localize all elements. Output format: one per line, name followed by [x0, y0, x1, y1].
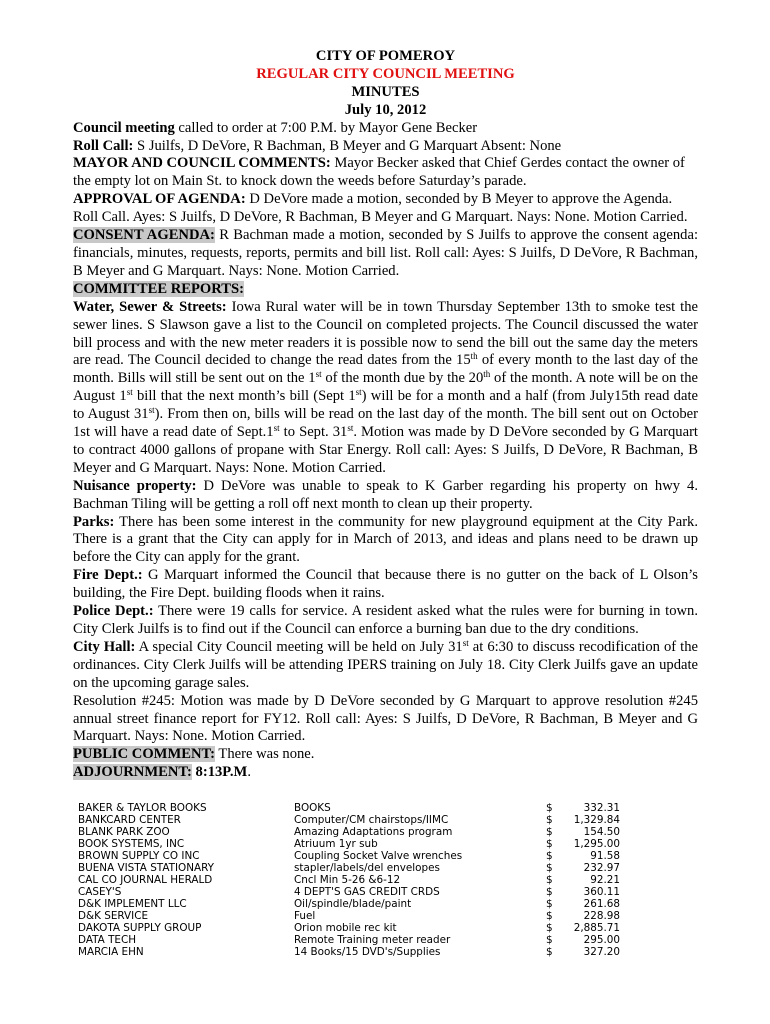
bill-description: Fuel	[294, 910, 316, 922]
adjourn-dot: .	[247, 764, 251, 781]
superscript: th	[483, 369, 491, 380]
bill-vendor: MARCIA EHN	[78, 946, 144, 958]
bill-amount: 92.21	[590, 874, 620, 886]
bill-description: BOOKS	[294, 802, 331, 814]
superscript: st	[355, 387, 362, 398]
bill-vendor: BOOK SYSTEMS, INC	[78, 838, 185, 850]
public-label: PUBLIC COMMENT:	[73, 746, 216, 763]
bill-currency: $	[546, 922, 553, 934]
water-text: of the month due by the 20	[321, 370, 484, 387]
fire-dept	[73, 567, 698, 603]
fire-text: G Marquart informed the Council that because there is no gutter on the back of L Olson’s building, the Fire Dept. building floods when it rains.	[73, 567, 698, 602]
bill-description: stapler/labels/del envelopes	[294, 862, 440, 874]
cityhall-text: A special City Council meeting will be held on July 31	[135, 638, 463, 655]
bill-description: 4 DEPT'S GAS CREDIT CRDS	[294, 886, 440, 898]
bill-vendor: CASEY'S	[78, 886, 122, 898]
bill-row	[78, 862, 638, 874]
water-text: . Motion was made by D DeVore seconded by G Marquart to contract 4000 gallons of propane with Star Energy. Roll call: Ayes: S Juilfs, D DeVore, R Bachman, B Meyer and G Marquart. Nays: None. Motion Carried.	[73, 424, 698, 476]
bill-vendor: BUENA VISTA STATIONARY	[78, 862, 215, 874]
bill-amount: 295.00	[583, 934, 620, 946]
superscript: st	[148, 405, 155, 416]
bill-currency: $	[546, 850, 553, 862]
bill-row	[78, 850, 638, 862]
bill-currency: $	[546, 874, 553, 886]
police-dept	[73, 603, 698, 639]
superscript: st	[273, 423, 280, 434]
bill-amount: 154.50	[583, 826, 620, 838]
roll-call	[73, 138, 698, 156]
bill-description: Orion mobile rec kit	[294, 922, 397, 934]
police-text: There were 19 calls for service. A resident asked what the rules were for burning in town. City Clerk Juilfs is to find out if the Council can enforce a burning ban due to the dry conditions.	[73, 603, 698, 637]
bill-amount: 2,885.71	[573, 922, 620, 934]
bill-row	[78, 886, 638, 898]
bill-description: Atriuum 1yr sub	[294, 838, 378, 850]
roll-text: S Juilfs, D DeVore, R Bachman, B Meyer and G Marquart Absent: None	[133, 137, 562, 154]
bill-amount: 261.68	[583, 898, 620, 910]
bill-row	[78, 910, 638, 922]
minutes-document	[73, 48, 698, 782]
bill-amount: 91.58	[590, 850, 620, 862]
superscript: st	[462, 637, 469, 648]
adjournment	[73, 764, 698, 782]
consent-label: CONSENT AGENDA:	[73, 227, 215, 244]
bill-vendor: BLANK PARK ZOO	[78, 826, 170, 838]
call-text: called to order at 7:00 P.M. by Mayor Gene Becker	[174, 119, 478, 136]
bill-amount: 360.11	[583, 886, 620, 898]
meeting-title: REGULAR CITY COUNCIL MEETING	[256, 65, 515, 82]
public-text: There was none.	[215, 746, 315, 763]
bill-currency: $	[546, 802, 553, 814]
bill-row	[78, 946, 638, 958]
consent-text: R Bachman made a motion, seconded by S Juilfs to approve the consent agenda: financials, minutes, requests, reports, permits and bill list. Roll call: Ayes: S Juilfs, D DeVore, R Bachman, B Meyer and G Marquart. Nays: None. Motion Carried.	[73, 227, 699, 279]
bill-amount: 1,329.84	[573, 814, 620, 826]
nuisance-text: D DeVore was unable to speak to K Garber regarding his property on hwy 4. Bachman Tiling will be getting a roll off next month to clean up their property.	[73, 477, 698, 512]
bill-description: Cncl Min 5-26 &6-12	[294, 874, 401, 886]
bill-currency: $	[546, 838, 553, 850]
bill-currency: $	[546, 826, 553, 838]
water-text: bill that the next month’s bill (Sept 1	[132, 388, 356, 405]
bill-vendor: DAKOTA SUPPLY GROUP	[78, 922, 202, 934]
bill-amount: 1,295.00	[573, 838, 620, 850]
bill-row	[78, 826, 638, 838]
meeting-date: July 10, 2012	[344, 101, 427, 118]
consent-agenda	[73, 227, 698, 281]
bill-row	[78, 814, 638, 826]
nuisance-property	[73, 478, 698, 514]
bill-description: Coupling Socket Valve wrenches	[294, 850, 463, 862]
approval-text: D DeVore made a motion, seconded by B Meyer to approve the Agenda. Roll Call. Ayes: S Juilfs, D DeVore, R Bachman, B Meyer and G Marquart. Nays: None. Motion Carried.	[73, 191, 688, 226]
bill-row	[78, 934, 638, 946]
committee-reports-heading	[73, 281, 698, 299]
call-label: Council meeting	[73, 119, 175, 136]
bill-vendor: D&K SERVICE	[78, 910, 149, 922]
mayor-comments	[73, 155, 698, 191]
bill-row	[78, 898, 638, 910]
resolution: Resolution #245: Motion was made by D DeVore seconded by G Marquart to approve resolution #245 annual street finance report for FY12. Roll call: Ayes: S Juilfs, D DeVore, R Bachman, B Meyer and G Marquart. Nays: None. Motion Carried.	[73, 692, 698, 745]
parks	[73, 514, 698, 568]
bill-currency: $	[546, 910, 553, 922]
call-to-order	[73, 120, 698, 138]
bill-currency: $	[546, 898, 553, 910]
nuisance-label: Nuisance property:	[73, 477, 197, 494]
city-name: CITY OF POMEROY	[315, 48, 456, 64]
bill-row	[78, 838, 638, 850]
bill-vendor: CAL CO JOURNAL HERALD	[78, 874, 213, 886]
bill-currency: $	[546, 886, 553, 898]
document-type: MINUTES	[351, 83, 420, 100]
bill-vendor: BAKER & TAYLOR BOOKS	[78, 802, 207, 814]
approval-label: APPROVAL OF AGENDA:	[73, 191, 246, 208]
police-label: Police Dept.:	[73, 603, 154, 620]
bill-description: 14 Books/15 DVD's/Supplies	[294, 946, 441, 958]
parks-text: There has been some interest in the community for new playground equipment at the City Park. There is a grant that the City can apply for in March of 2013, and ideas and plans need to be drawn up before the City can apply for the grant.	[73, 513, 698, 566]
bill-list	[78, 802, 638, 958]
bill-row	[78, 802, 638, 814]
water-text: of the month. A note will be on the August 1	[73, 370, 698, 405]
fire-label: Fire Dept.:	[73, 567, 143, 584]
mayor-text: Mayor Becker asked that Chief Gerdes contact the owner of the empty lot on Main St. to knock down the weeds before Saturday’s parade.	[73, 155, 685, 190]
water-label: Water, Sewer & Streets:	[73, 298, 227, 315]
adjourn-time: 8:13P.M	[191, 764, 248, 781]
bill-amount: 332.31	[583, 802, 620, 814]
bill-vendor: BANKCARD CENTER	[78, 814, 181, 826]
cityhall-text: at 6:30 to discuss recodification of the ordinances. City Clerk Juilfs will be attending IPERS training on July 18. City Clerk Juilfs gave an update on the upcoming garage sales.	[73, 638, 698, 691]
bill-currency: $	[546, 946, 553, 958]
roll-label: Roll Call:	[73, 137, 134, 154]
bill-currency: $	[546, 862, 553, 874]
superscript: st	[126, 387, 133, 398]
adjourn-label: ADJOURNMENT:	[73, 764, 192, 781]
water-text: of every month to the last day of the month. Bills will still be sent out on the 1	[73, 352, 699, 387]
cityhall-label: City Hall:	[73, 638, 136, 655]
water-text: ) will be for a month and a half (from July15th read date to August 31	[73, 388, 698, 423]
superscript: st	[347, 423, 354, 434]
bill-row	[78, 922, 638, 934]
bill-vendor: BROWN SUPPLY CO INC	[78, 850, 200, 862]
bill-row	[78, 874, 638, 886]
bill-vendor: D&K IMPLEMENT LLC	[78, 898, 187, 910]
bill-vendor: DATA TECH	[78, 934, 137, 946]
bill-amount: 232.97	[583, 862, 620, 874]
water-sewer-streets	[73, 299, 698, 478]
public-comment	[73, 746, 698, 764]
water-text: Iowa Rural water will be in town Thursday September 13th to smoke test the sewer lines. S Slawson gave a list to the Council on completed projects. The Council discussed the water bill process and with the new meter readers it is possible now to send the bill out the same day the meters are read. The Council decided to change the read dates from the 15	[73, 298, 698, 369]
bill-amount: 327.20	[583, 946, 620, 958]
bill-description: Remote Training meter reader	[294, 934, 451, 946]
bill-currency: $	[546, 814, 553, 826]
mayor-label: MAYOR AND COUNCIL COMMENTS:	[73, 155, 331, 172]
bill-description: Computer/CM chairstops/IIMC	[294, 814, 449, 826]
bill-amount: 228.98	[583, 910, 620, 922]
bill-currency: $	[546, 934, 553, 946]
agenda-approval	[73, 191, 698, 227]
bill-description: Oil/spindle/blade/paint	[294, 898, 412, 910]
city-hall	[73, 639, 698, 693]
water-text: ). From then on, bills will be read on the last day of the month. The bill sent out on October 1st will have a read date of Sept.1	[73, 406, 698, 441]
parks-label: Parks:	[73, 513, 115, 530]
superscript: th	[470, 351, 478, 362]
superscript: st	[315, 369, 322, 380]
bill-description: Amazing Adaptations program	[294, 826, 453, 838]
committee-label: COMMITTEE REPORTS:	[73, 280, 244, 297]
water-text: to Sept. 31	[279, 424, 348, 441]
